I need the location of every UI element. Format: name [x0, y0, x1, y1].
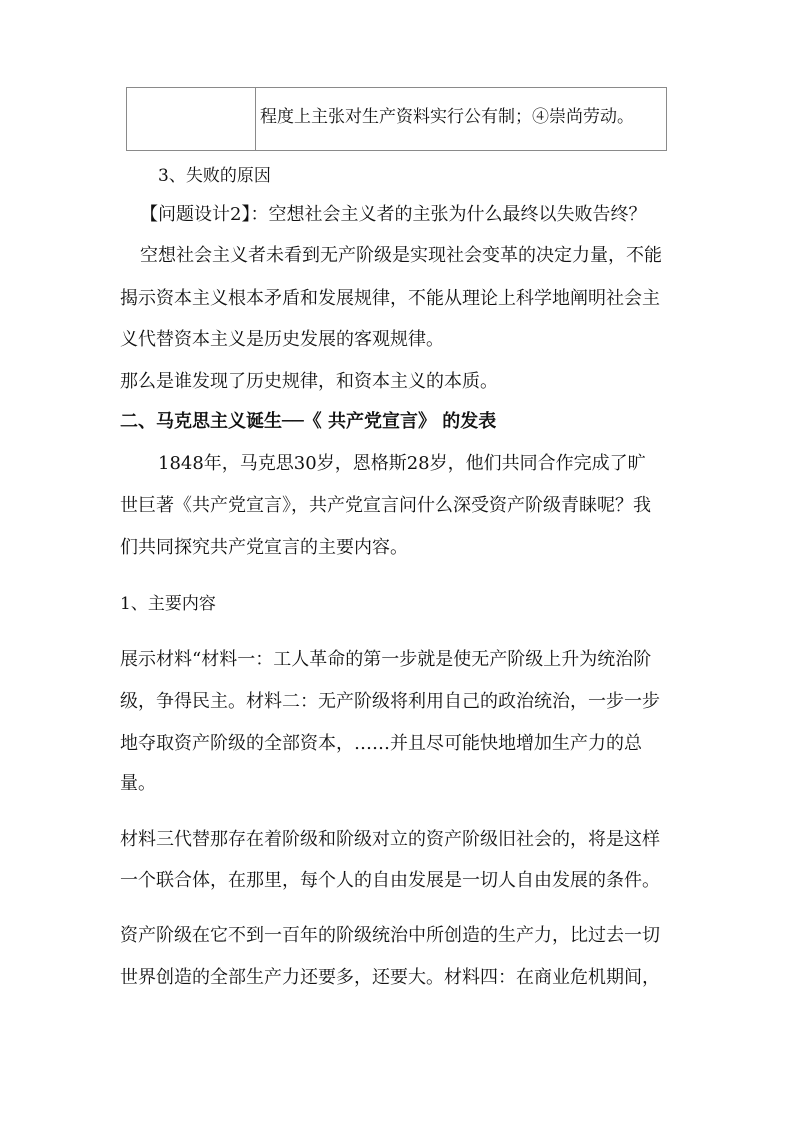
answer-line: 义代替资本主义是历史发展的客观规律。 [120, 329, 444, 350]
answer-line: 空想社会主义者未看到无产阶级是实现社会变革的决定力量，不能 [140, 245, 662, 266]
material-line: 材料三代替那存在着阶级和阶级对立的资产阶级旧社会的，将是这样 [120, 829, 660, 850]
material-line: 展示材料“材料一：工人革命的第一步就是使无产阶级上升为统治阶 [120, 649, 652, 670]
answer-line: 揭示资本主义根本矛盾和发展规律，不能从理论上科学地阐明社会主 [120, 288, 660, 309]
material-line: 世界创造的全部生产力还要多，还要大。材料四：在商业危机期间， [120, 967, 660, 988]
transition-sentence: 那么是谁发现了历史规律，和资本主义的本质。 [120, 371, 498, 392]
intro-line: 世巨著《共产党宣言》，共产党宣言问什么深受资产阶级青睐呢？我 [120, 495, 651, 516]
content-table [126, 87, 667, 151]
section-heading-failure-reasons: 3、失败的原因 [158, 166, 271, 186]
material-line: 资产阶级在它不到一百年的阶级统治中所创造的生产力，比过去一切 [120, 925, 660, 946]
material-line: 量。 [120, 773, 156, 794]
question-design-2: 【问题设计2】：空想社会主义者的主张为什么最终以失败告终？ [140, 204, 647, 225]
table-cell-empty [127, 88, 256, 150]
intro-line: 1848年，马克思30岁，恩格斯28岁，他们共同合作完成了旷 [158, 453, 646, 474]
material-line: 地夺取资产阶级的全部资本，……并且尽可能快地增加生产力的总 [120, 733, 642, 754]
intro-line: 们共同探究共产党宣言的主要内容。 [120, 537, 408, 558]
subheading-main-content: 1、主要内容 [120, 594, 216, 614]
material-line: 级，争得民主。材料二：无产阶级将利用自己的政治统治，一步一步 [120, 691, 660, 712]
section-heading-marxism-birth: 二、马克思主义诞生──《 共产党宣言》 的发表 [120, 411, 497, 432]
table-cell-text: 程度上主张对生产资料实行公有制；④崇尚劳动。 [260, 107, 634, 127]
material-line: 一个联合体，在那里，每个人的自由发展是一切人自由发展的条件。 [120, 870, 660, 891]
